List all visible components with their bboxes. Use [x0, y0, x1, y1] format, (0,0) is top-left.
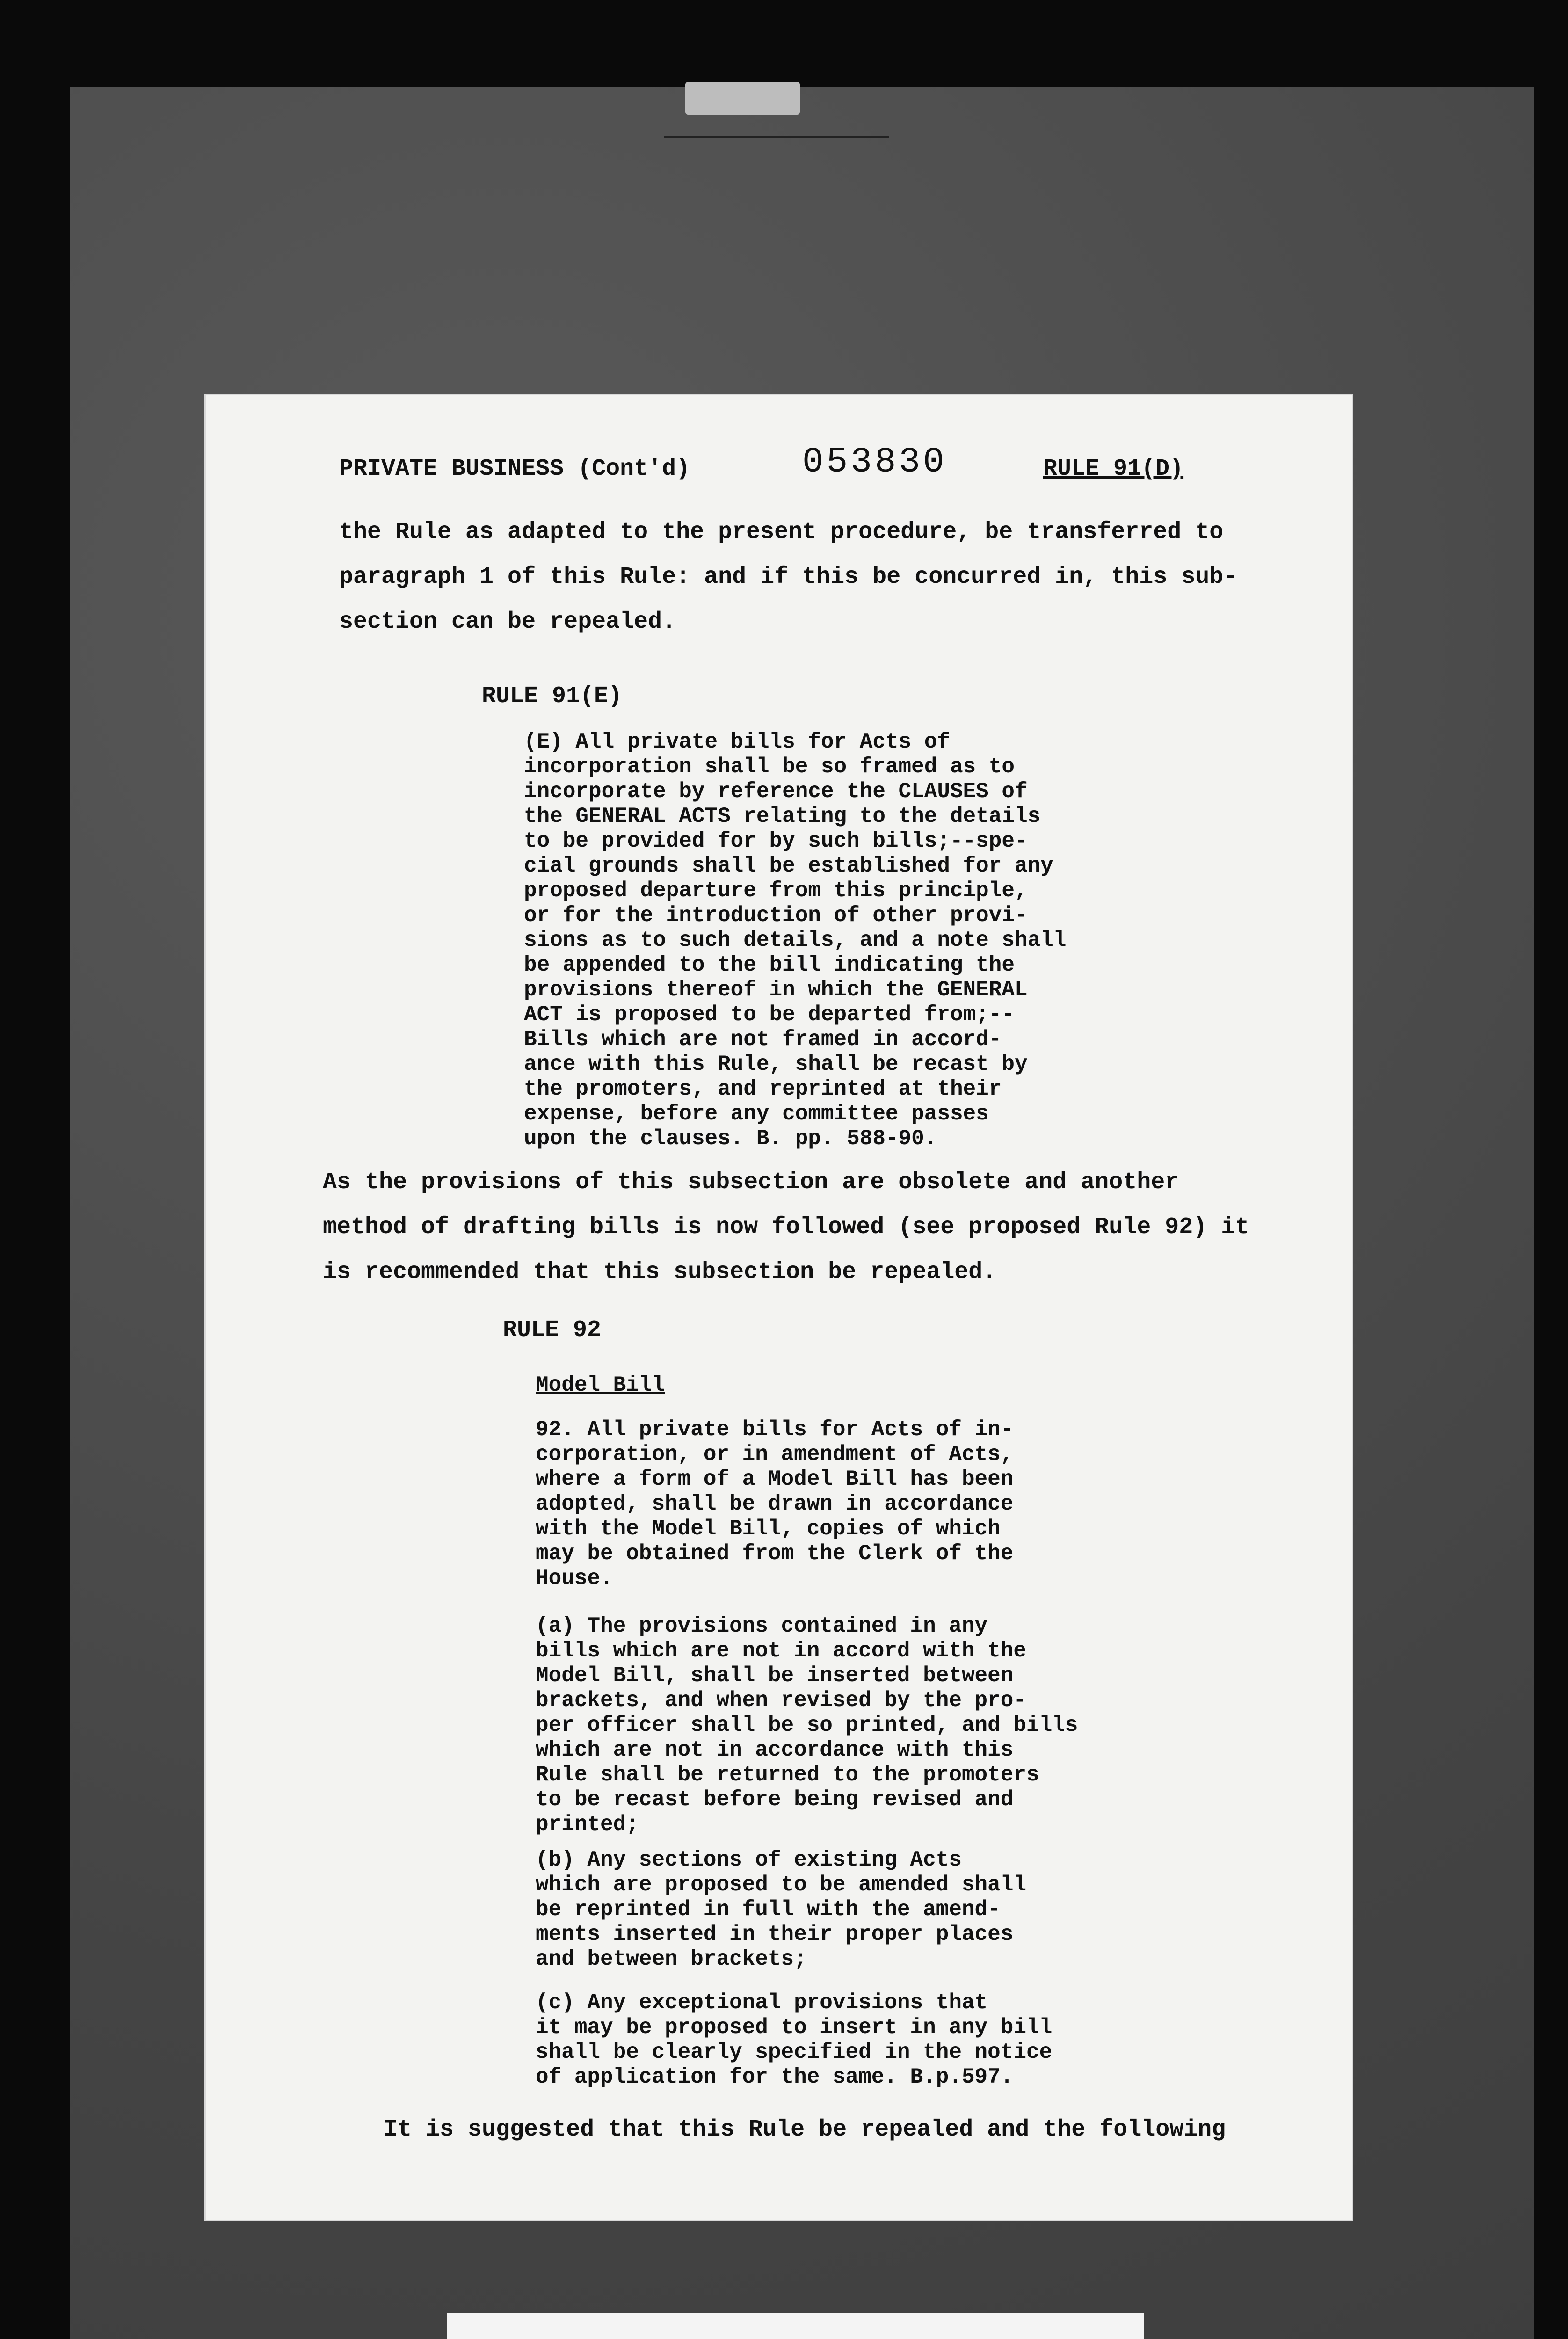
stamp-number: 053830: [802, 442, 947, 482]
clip-shadow: [664, 136, 889, 138]
paper-clip: [685, 82, 800, 115]
recommendation-paragraph: As the provisions of this subsection are obsolete and another method of drafting bills is now followed (see proposed Rule 92) it is recommended that this subsection be repealed.: [323, 1169, 1249, 1286]
archive-reference-label: [447, 2313, 1144, 2339]
rule-92-heading: RULE 92: [502, 1317, 602, 1344]
intro-paragraph: the Rule as adapted to the present procedure, be transferred to paragraph 1 of this Rule: and if this be concurred in, this sub- section can be repealed.: [339, 519, 1238, 635]
rule-92-c: (c) Any exceptional provisions that it may be proposed to insert in any bill shall be clearly specified in the notice of application for the same. B.p.597.: [536, 1990, 1053, 2089]
model-bill-heading: Model Bill: [536, 1373, 665, 1397]
header-section-title: PRIVATE BUSINESS (Cont'd): [339, 456, 690, 482]
rule-92-b: (b) Any sections of existing Acts which are proposed to be amended shall be reprinted in full with the amend- ments inserted in their proper places and between brackets;: [536, 1848, 1026, 1971]
rule-92-main: 92. All private bills for Acts of in- corporation, or in amendment of Acts, where a form of a Model Bill has been adopted, shall be drawn in accordance with the Model Bill, copies of which may be obtained from the Clerk of the House.: [536, 1417, 1014, 1591]
document-page: [206, 395, 1352, 2220]
closing-line: It is suggested that this Rule be repealed and the following: [384, 2116, 1226, 2143]
header-rule-ref: RULE 91(D): [1043, 456, 1184, 482]
rule-91e-text: (E) All private bills for Acts of incorporation shall be so framed as to incorporate by reference the CLAUSES of the GENERAL ACTS relating to the details to be provided for by such bills;--spe- cial grounds shall be established for any proposed departure from this principle, or for the introduction of other provi- sions as to such details, and a note shall be appended to the bill indicating the provisions thereof in which the GENERAL ACT is proposed to be departed from;-- Bills which are not framed in accord- ance with this Rule, shall be recast by the promoters, and reprinted at their expense, before any committee passes upon the clauses. B. pp. 588-90.: [524, 730, 1067, 1151]
rule-92-a: (a) The provisions contained in any bills which are not in accord with the Model Bill, shall be inserted between brackets, and when revised by the pro- per officer shall be so printed, and bills which are not in accordance with this Rule shall be returned to the promoters to be recast before being revised and printed;: [536, 1614, 1078, 1837]
rule-91e-heading: RULE 91(E): [481, 683, 623, 710]
